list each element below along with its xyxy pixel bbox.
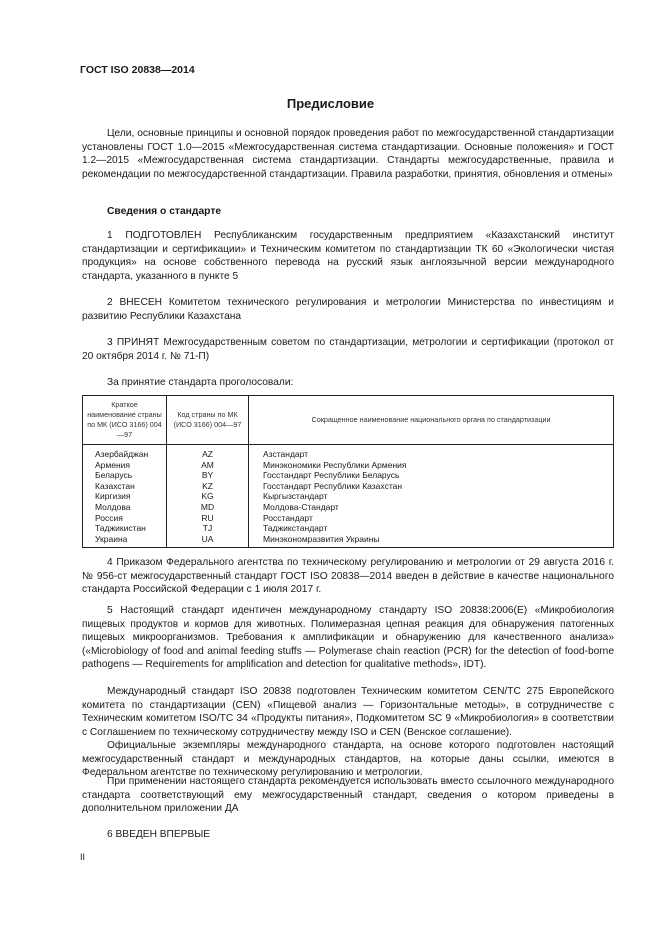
country-cell: Беларусь	[83, 470, 167, 481]
organization-cell: Минэкономики Республики Армения	[249, 460, 614, 471]
code-cell: KG	[167, 491, 249, 502]
voting-table	[82, 395, 614, 548]
organization-cell: Минэкономразвития Украины	[249, 534, 614, 548]
item-5-paragraph: 5 Настоящий стандарт идентичен международному стандарту ISO 20838:2006(E) «Микробиология пищевых продуктов и кормов для животных. Полимеразная цепная реакция для обнаружения патогенных пищевых микроорганизмов. Требования к амплификации и обнаружению для качественного анализа» («Microbiology of food and animal feeding stuffs — Polymerase chain reaction (PCR) for the detection of food-borne pathogens — Requirements for amplification and detection for qualitative methods», IDT).	[82, 605, 614, 671]
item-6-paragraph: 6 ВВЕДЕН ВПЕРВЫЕ	[107, 829, 211, 840]
table-row	[83, 534, 614, 548]
country-cell: Таджикистан	[83, 523, 167, 534]
organization-cell: Азстандарт	[249, 445, 614, 460]
organization-cell: Росстандарт	[249, 513, 614, 524]
code-cell: MD	[167, 502, 249, 513]
code-cell: UA	[167, 534, 249, 548]
code-cell: AM	[167, 460, 249, 471]
page-title: Предисловие	[286, 96, 375, 111]
code-cell: TJ	[167, 523, 249, 534]
country-cell: Казахстан	[83, 481, 167, 492]
table-row	[83, 481, 614, 492]
column-header-country: Краткое наименование страны по МК (ИСО 3166) 004—97	[83, 396, 167, 445]
section-heading: Сведения о стандарте	[107, 206, 222, 217]
table-row	[83, 523, 614, 534]
organization-cell: Таджикстандарт	[249, 523, 614, 534]
country-cell: Азербайджан	[83, 445, 167, 460]
code-cell: RU	[167, 513, 249, 524]
item-4-paragraph: 4 Приказом Федерального агентства по техническому регулированию и метрологии от 29 августа 2016 г. № 956-ст межгосударственный стандарт ГОСТ ISO 20838—2014 введен в действие в качестве национального стандарта Российской Федерации с 1 июля 2017 г.	[82, 557, 614, 596]
item-3-paragraph: 3 ПРИНЯТ Межгосударственным советом по стандартизации, метрологии и сертификации (протокол от 20 октября 2014 г. № 71-П)	[82, 337, 614, 362]
organization-cell: Молдова-Стандарт	[249, 502, 614, 513]
table-row	[83, 460, 614, 471]
cen-paragraph: Международный стандарт ISO 20838 подготовлен Техническим комитетом CEN/TC 275 Европейского комитета по стандартизации (CEN) «Пищевой анализ — Горизонтальные методы», в сотрудничестве с Техническим комитетом ISO/TC 34 «Продукты питания», Подкомитетом SC 9 «Микробиология» в соответствии с Соглашением по техническому сотрудничеству между ISO и CEN (Венское соглашение).	[82, 686, 614, 738]
item-2-paragraph: 2 ВНЕСЕН Комитетом технического регулирования и метрологии Министерства по инвестициям и развитию Республики Казахстана	[82, 297, 614, 322]
official-copies-paragraph: Официальные экземпляры международного стандарта, на основе которого подготовлен настоящий межгосударственный стандарт и международных стандартов, на которые даны ссылки, имеются в Федеральном агентстве по техническому регулированию и метрологии.	[82, 740, 614, 779]
organization-cell: Госстандарт Республики Беларусь	[249, 470, 614, 481]
code-cell: KZ	[167, 481, 249, 492]
code-cell: BY	[167, 470, 249, 481]
country-cell: Киргизия	[83, 491, 167, 502]
voted-label: За принятие стандарта проголосовали:	[107, 377, 294, 388]
table-row	[83, 470, 614, 481]
column-header-organization: Сокращенное наименование национального органа по стандартизации	[249, 396, 614, 445]
intro-paragraph: Цели, основные принципы и основной порядок проведения работ по межгосударственной стандартизации установлены ГОСТ 1.0—2015 «Межгосударственная система стандартизации. Основные положения» и ГОСТ 1.2—2015 «Межгосударственная система стандартизации. Стандарты межгосударственные, правила и рекомендации по межгосударственной стандартизации. Правила разработки, принятия, обновления и отмены»	[82, 128, 614, 180]
organization-cell: Госстандарт Республики Казахстан	[249, 481, 614, 492]
table-row	[83, 502, 614, 513]
code-cell: AZ	[167, 445, 249, 460]
country-cell: Украина	[83, 534, 167, 548]
table-row	[83, 491, 614, 502]
item-1-paragraph: 1 ПОДГОТОВЛЕН Республиканским государственным предприятием «Казахстанский институт стандартизации и сертификации» и Техническим комитетом по стандартизации ТК 60 «Экологически чистая продукция» на основе собственного перевода на русский язык англоязычной версии международного стандарта, указанного в пункте 5	[82, 230, 614, 282]
table-row	[83, 513, 614, 524]
country-cell: Молдова	[83, 502, 167, 513]
page-number: II	[80, 852, 86, 862]
usage-paragraph: При применении настоящего стандарта рекомендуется использовать вместо ссылочного международного стандарта соответствующий ему межгосударственный стандарт, сведения о котором приведены в дополнительном приложении ДА	[82, 776, 614, 815]
document-id: ГОСТ ISO 20838—2014	[80, 64, 195, 76]
country-cell: Армения	[83, 460, 167, 471]
country-cell: Россия	[83, 513, 167, 524]
table-header-row	[83, 396, 614, 445]
table-row	[83, 445, 614, 460]
column-header-code: Код страны по МК (ИСО 3166) 004—97	[167, 396, 249, 445]
organization-cell: Кыргызстандарт	[249, 491, 614, 502]
